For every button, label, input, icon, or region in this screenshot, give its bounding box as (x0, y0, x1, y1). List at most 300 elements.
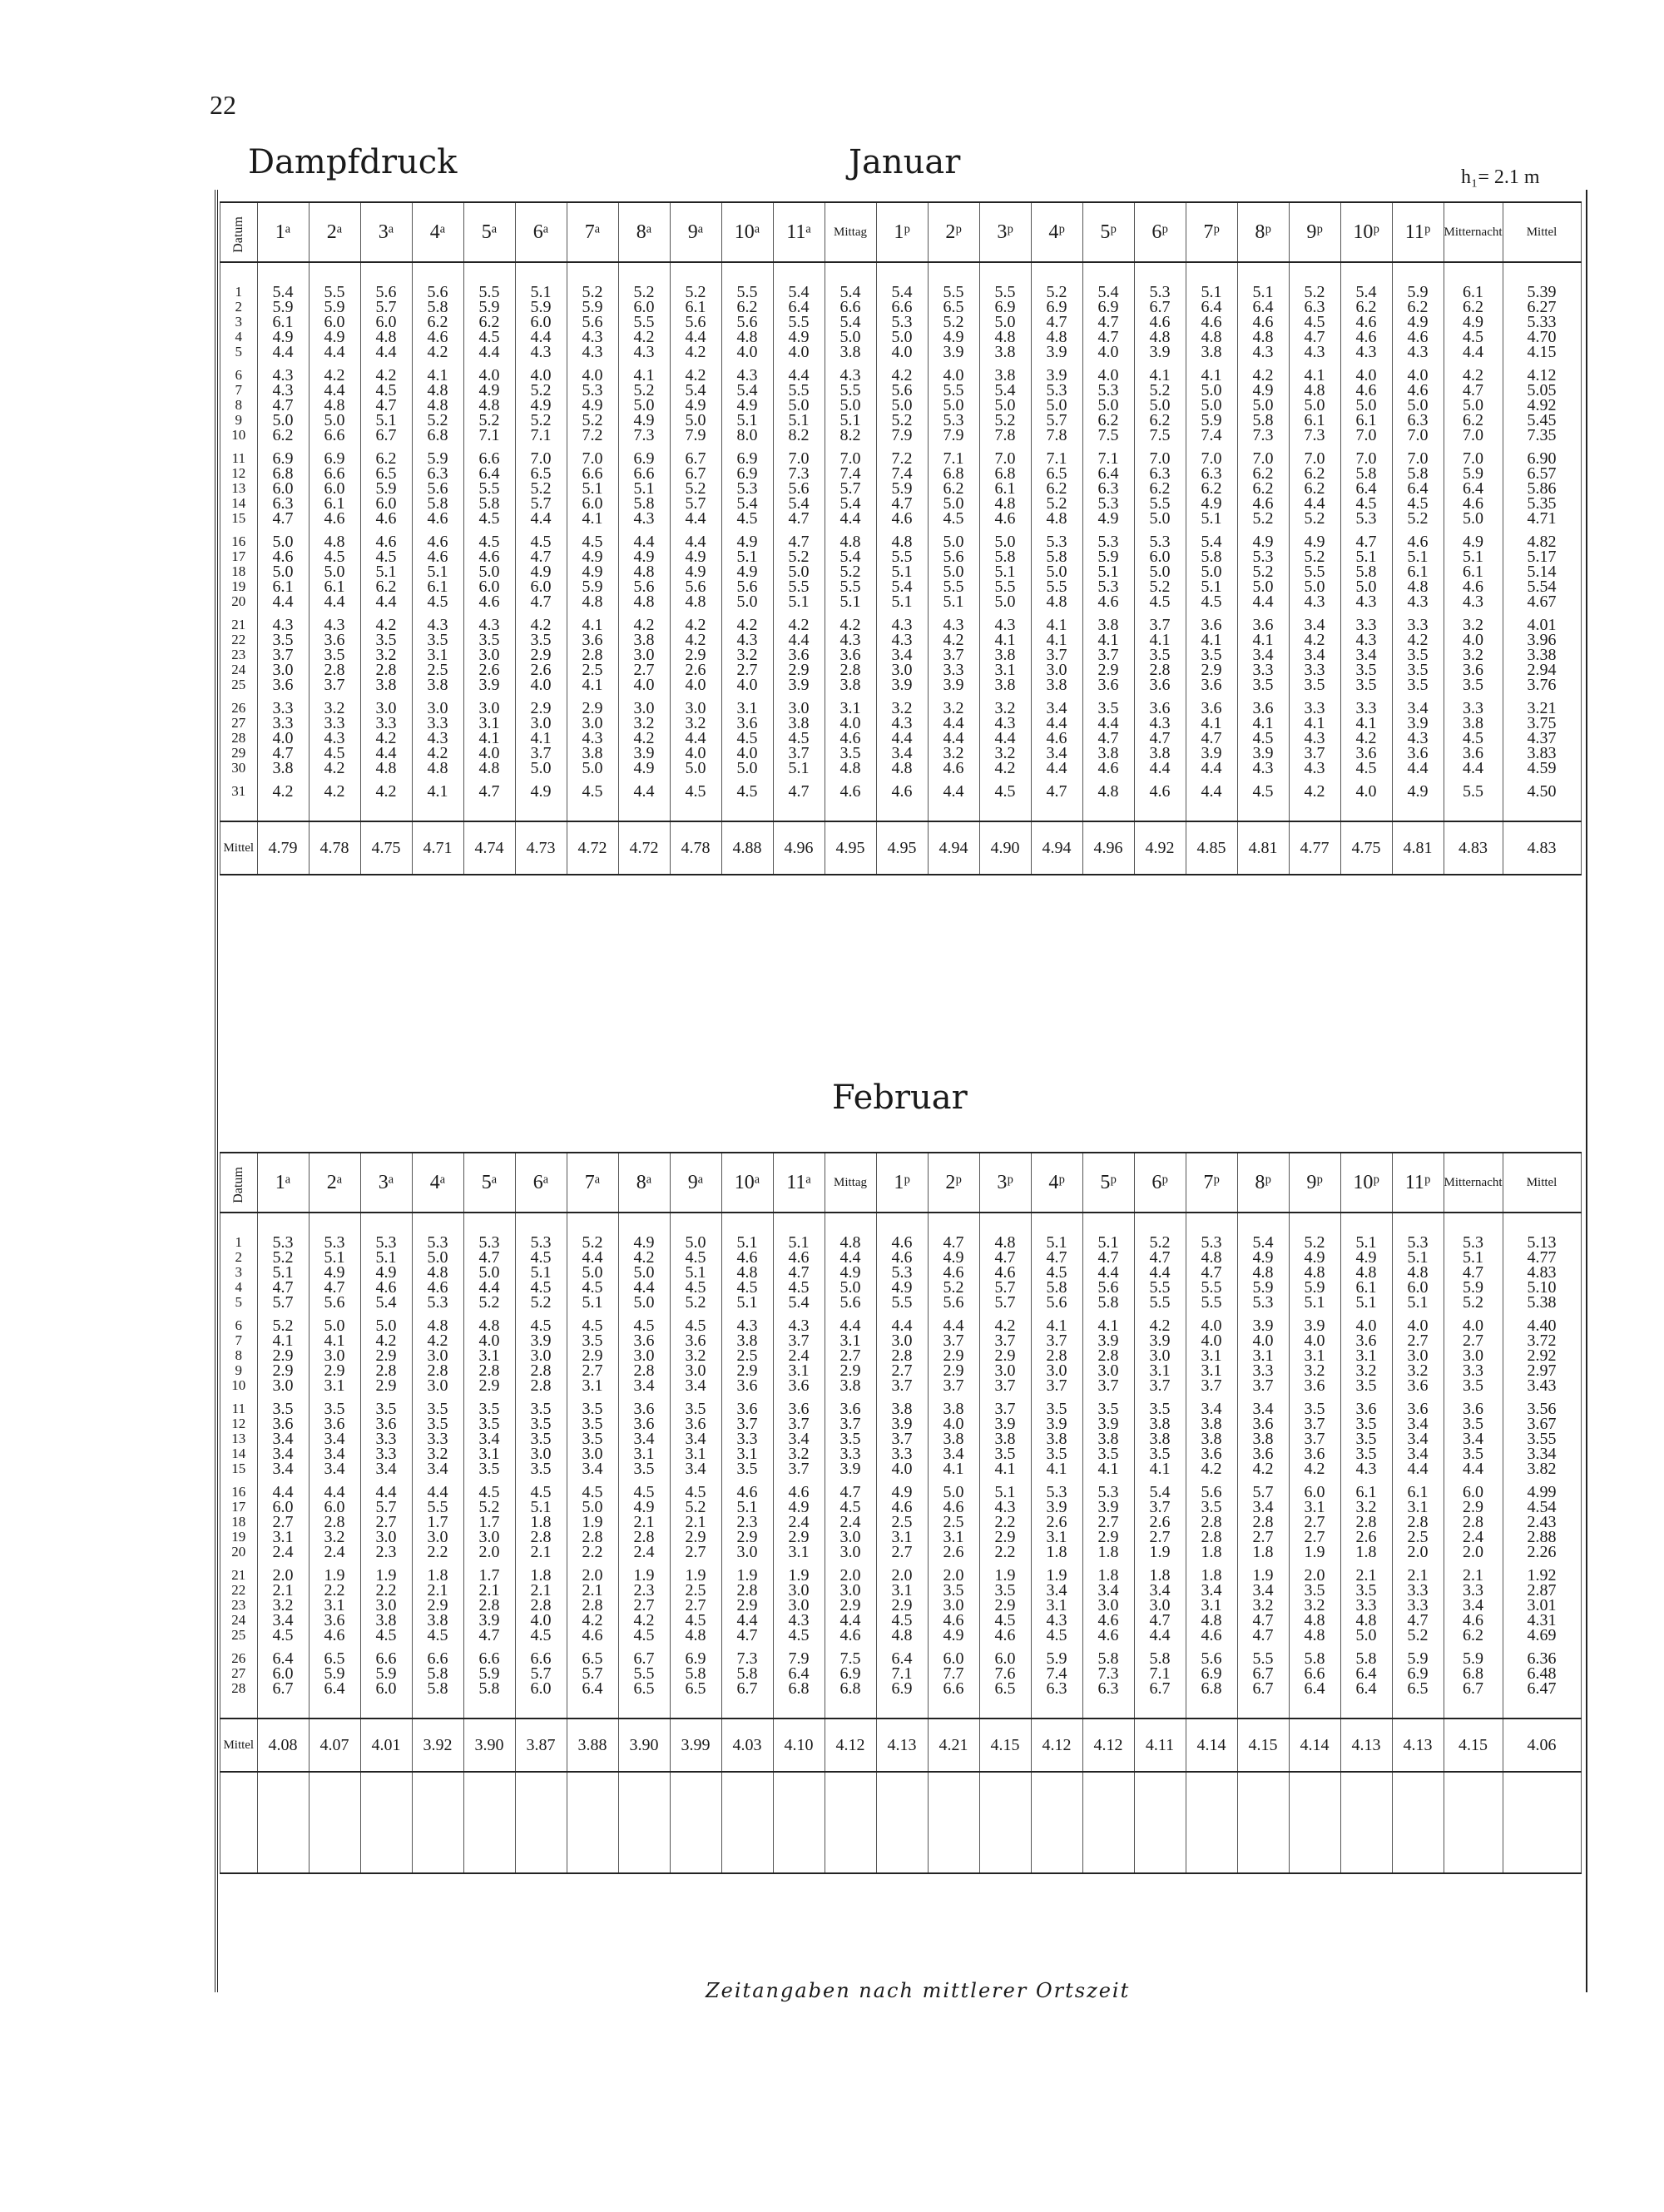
value-cell: 4.2 (670, 632, 721, 647)
value-cell: 6.1 (670, 300, 721, 315)
value-cell: 6.7 (360, 428, 412, 443)
value-cell: 4.5 (309, 549, 360, 564)
value-cell: 3.0 (257, 1378, 309, 1393)
day-cell: 26 (220, 1643, 258, 1666)
day-cell: 16 (220, 1476, 258, 1500)
value-cell: 4.8 (1031, 511, 1082, 526)
value-cell: 3.5 (1340, 1378, 1392, 1393)
value-cell: 2.6 (1134, 1515, 1186, 1530)
value-cell: 4.5 (515, 526, 567, 549)
value-cell: 1.8 (1186, 1545, 1237, 1560)
value-cell: 3.8 (773, 716, 825, 731)
value-cell: 4.4 (360, 746, 412, 761)
mean-cell: 4.96 (1082, 821, 1134, 875)
value-cell: 3.5 (360, 632, 412, 647)
daily-mean-cell: 3.34 (1503, 1446, 1581, 1461)
hour-header-7: 7ᵃ (567, 1153, 618, 1213)
value-cell: 5.2 (928, 1280, 979, 1295)
value-cell: 5.3 (1031, 526, 1082, 549)
value-cell: 3.7 (928, 1333, 979, 1348)
value-cell: 2.9 (979, 1598, 1031, 1613)
value-cell: 5.5 (463, 481, 515, 496)
value-cell: 3.5 (1444, 677, 1503, 692)
value-cell: 4.7 (1444, 383, 1503, 398)
value-cell: 5.6 (412, 481, 463, 496)
value-cell: 5.3 (1082, 1476, 1134, 1500)
day-cell: 8 (220, 398, 258, 413)
value-cell: 6.3 (257, 496, 309, 511)
value-cell: 3.2 (412, 1446, 463, 1461)
value-cell: 4.4 (1444, 761, 1503, 776)
value-cell: 3.5 (1237, 677, 1289, 692)
value-cell: 4.8 (979, 496, 1031, 511)
value-cell: 1.7 (412, 1515, 463, 1530)
value-cell: 4.6 (928, 1500, 979, 1515)
value-cell: 5.9 (360, 481, 412, 496)
value-cell: 4.5 (1340, 496, 1392, 511)
value-cell: 4.7 (1186, 731, 1237, 746)
daily-mean-cell: 5.39 (1503, 285, 1581, 300)
value-cell: 6.0 (928, 1643, 979, 1666)
value-cell: 5.0 (825, 1280, 876, 1295)
value-cell: 3.1 (1031, 1598, 1082, 1613)
value-cell: 5.3 (463, 1235, 515, 1250)
value-cell: 3.9 (876, 1416, 928, 1431)
value-cell: 4.8 (670, 1628, 721, 1643)
value-cell: 4.4 (1392, 761, 1444, 776)
value-cell: 3.4 (1031, 1583, 1082, 1598)
value-cell: 6.0 (979, 1643, 1031, 1666)
value-cell: 5.0 (567, 761, 618, 776)
value-cell: 7.0 (515, 443, 567, 466)
value-cell: 2.4 (1444, 1530, 1503, 1545)
value-cell: 3.0 (1392, 1348, 1444, 1363)
value-cell: 3.9 (463, 1613, 515, 1628)
value-cell: 5.3 (309, 1235, 360, 1250)
daily-mean-cell: 3.75 (1503, 716, 1581, 731)
value-cell: 4.7 (773, 511, 825, 526)
value-cell: 2.6 (670, 662, 721, 677)
value-cell: 3.7 (928, 647, 979, 662)
daily-mean-cell: 4.01 (1503, 609, 1581, 632)
value-cell: 4.0 (515, 677, 567, 692)
mean-cell: 4.74 (463, 821, 515, 875)
value-cell: 4.6 (412, 549, 463, 564)
value-cell: 5.0 (257, 564, 309, 579)
value-cell: 4.6 (979, 1628, 1031, 1643)
value-cell: 4.4 (463, 345, 515, 360)
mean-cell: 4.11 (1134, 1719, 1186, 1772)
value-cell: 4.6 (1134, 776, 1186, 799)
value-cell: 4.8 (1340, 1265, 1392, 1280)
value-cell: 6.0 (257, 1666, 309, 1681)
value-cell: 4.6 (412, 511, 463, 526)
table-row (220, 1560, 1582, 1583)
value-cell: 5.2 (1289, 285, 1340, 300)
mean-cell: 3.92 (412, 1719, 463, 1772)
value-cell: 3.0 (928, 1598, 979, 1613)
value-cell: 7.7 (928, 1666, 979, 1681)
value-cell: 2.9 (412, 1598, 463, 1613)
value-cell: 3.5 (1289, 677, 1340, 692)
mean-cell: 4.12 (1031, 1719, 1082, 1772)
value-cell: 5.5 (876, 1295, 928, 1310)
table-row (220, 662, 1582, 677)
value-cell: 5.0 (773, 398, 825, 413)
value-cell: 2.7 (1289, 1530, 1340, 1545)
value-cell: 5.2 (257, 1250, 309, 1265)
value-cell: 6.2 (721, 300, 773, 315)
value-cell: 2.2 (979, 1515, 1031, 1530)
table-row (220, 1643, 1582, 1666)
value-cell: 3.0 (309, 1348, 360, 1363)
value-cell: 3.3 (1392, 1583, 1444, 1598)
value-cell: 5.4 (1340, 285, 1392, 300)
value-cell: 3.8 (928, 1431, 979, 1446)
value-cell: 3.5 (309, 1393, 360, 1416)
table-row (220, 647, 1582, 662)
table-row (220, 564, 1582, 579)
value-cell: 7.0 (825, 443, 876, 466)
value-cell: 3.0 (515, 716, 567, 731)
mean-cell: 4.81 (1237, 821, 1289, 875)
value-cell: 2.1 (463, 1583, 515, 1598)
day-cell: 20 (220, 1545, 258, 1560)
value-cell: 3.4 (1237, 647, 1289, 662)
value-cell: 4.6 (1444, 1613, 1503, 1628)
value-cell: 4.5 (567, 1476, 618, 1500)
value-cell: 5.6 (1031, 1295, 1082, 1310)
value-cell: 6.2 (412, 315, 463, 330)
value-cell: 4.3 (979, 716, 1031, 731)
value-cell: 4.3 (876, 609, 928, 632)
value-cell: 3.1 (309, 1378, 360, 1393)
table-row (220, 1545, 1582, 1560)
value-cell: 3.4 (618, 1431, 670, 1446)
value-cell: 3.0 (1031, 662, 1082, 677)
value-cell: 2.7 (825, 1348, 876, 1363)
value-cell: 4.9 (876, 1476, 928, 1500)
value-cell: 3.5 (1444, 1446, 1503, 1461)
value-cell: 1.8 (515, 1515, 567, 1530)
value-cell: 6.5 (928, 300, 979, 315)
value-cell: 4.4 (309, 594, 360, 609)
value-cell: 4.2 (1237, 1461, 1289, 1476)
value-cell: 4.3 (1289, 594, 1340, 609)
value-cell: 4.4 (360, 345, 412, 360)
value-cell: 4.7 (515, 594, 567, 609)
day-cell: 9 (220, 413, 258, 428)
value-cell: 4.2 (618, 1613, 670, 1628)
value-cell: 3.9 (618, 746, 670, 761)
value-cell: 5.2 (670, 481, 721, 496)
table-row (220, 1295, 1582, 1310)
mean-cell: 4.92 (1134, 821, 1186, 875)
value-cell: 4.4 (257, 594, 309, 609)
value-cell: 3.5 (1031, 1393, 1082, 1416)
value-cell: 3.6 (1444, 1393, 1503, 1416)
value-cell: 5.5 (1134, 1280, 1186, 1295)
value-cell: 4.5 (515, 1280, 567, 1295)
value-cell: 5.2 (515, 383, 567, 398)
value-cell: 6.9 (1392, 1666, 1444, 1681)
value-cell: 4.1 (1031, 609, 1082, 632)
value-cell: 2.9 (721, 1598, 773, 1613)
value-cell: 7.4 (1186, 428, 1237, 443)
value-cell: 6.6 (463, 443, 515, 466)
value-cell: 2.8 (567, 1598, 618, 1613)
value-cell: 4.1 (567, 609, 618, 632)
mean-cell: 4.07 (309, 1719, 360, 1772)
value-cell: 3.0 (618, 647, 670, 662)
value-cell: 4.9 (567, 564, 618, 579)
mean-cell: 4.72 (618, 821, 670, 875)
value-cell: 2.0 (257, 1560, 309, 1583)
value-cell: 4.8 (463, 1310, 515, 1333)
value-cell: 4.5 (721, 731, 773, 746)
value-cell: 2.9 (1444, 1500, 1503, 1515)
value-cell: 4.9 (721, 526, 773, 549)
value-cell: 7.0 (567, 443, 618, 466)
value-cell: 4.8 (979, 1235, 1031, 1250)
value-cell: 4.9 (1340, 1250, 1392, 1265)
day-cell: 25 (220, 677, 258, 692)
value-cell: 4.5 (773, 1280, 825, 1295)
value-cell: 3.7 (773, 1461, 825, 1476)
value-cell: 5.0 (1444, 511, 1503, 526)
daily-mean-cell: 5.17 (1503, 549, 1581, 564)
table-row (220, 511, 1582, 526)
value-cell: 6.9 (876, 1681, 928, 1696)
day-cell: 13 (220, 1431, 258, 1446)
value-cell: 5.5 (773, 383, 825, 398)
value-cell: 3.0 (1444, 1348, 1503, 1363)
value-cell: 4.7 (257, 398, 309, 413)
value-cell: 4.3 (257, 383, 309, 398)
value-cell: 3.3 (412, 1431, 463, 1446)
daily-mean-cell: 5.10 (1503, 1280, 1581, 1295)
value-cell: 5.0 (979, 315, 1031, 330)
value-cell: 6.3 (1082, 1681, 1134, 1696)
daily-mean-cell: 5.86 (1503, 481, 1581, 496)
daily-mean-cell: 3.21 (1503, 692, 1581, 716)
value-cell: 4.8 (979, 330, 1031, 345)
value-cell: 2.5 (1392, 1530, 1444, 1545)
value-cell: 3.6 (618, 1393, 670, 1416)
value-cell: 8.2 (773, 428, 825, 443)
table-row (220, 466, 1582, 481)
value-cell: 2.7 (670, 1598, 721, 1613)
value-cell: 5.2 (257, 1310, 309, 1333)
value-cell: 5.3 (1082, 496, 1134, 511)
day-cell: 5 (220, 1295, 258, 1310)
table-row (220, 1310, 1582, 1333)
value-cell: 4.2 (670, 360, 721, 383)
value-cell: 3.7 (1237, 1378, 1289, 1393)
value-cell: 5.5 (1134, 1295, 1186, 1310)
value-cell: 4.1 (515, 731, 567, 746)
value-cell: 4.2 (1444, 360, 1503, 383)
value-cell: 5.8 (1289, 1643, 1340, 1666)
value-cell: 5.2 (618, 383, 670, 398)
table-row (220, 1598, 1582, 1613)
value-cell: 5.8 (670, 1666, 721, 1681)
value-cell: 4.4 (257, 1476, 309, 1500)
value-cell: 6.1 (1392, 564, 1444, 579)
value-cell: 3.5 (567, 1393, 618, 1416)
value-cell: 4.4 (825, 1613, 876, 1628)
value-cell: 6.4 (1186, 300, 1237, 315)
value-cell: 2.1 (1340, 1560, 1392, 1583)
hour-header-14: 2ᵖ (928, 202, 979, 262)
value-cell: 6.2 (463, 315, 515, 330)
value-cell: 3.0 (773, 692, 825, 716)
value-cell: 4.6 (309, 511, 360, 526)
table-row (220, 1393, 1582, 1416)
value-cell: 3.1 (618, 1446, 670, 1461)
value-cell: 5.2 (1392, 511, 1444, 526)
mean-cell: 4.13 (1392, 1719, 1444, 1772)
value-cell: 4.3 (825, 632, 876, 647)
value-cell: 7.9 (773, 1643, 825, 1666)
value-cell: 3.4 (1289, 609, 1340, 632)
value-cell: 2.9 (463, 1378, 515, 1393)
value-cell: 4.6 (928, 761, 979, 776)
value-cell: 3.6 (670, 1333, 721, 1348)
value-cell: 5.2 (670, 1500, 721, 1515)
value-cell: 6.4 (1444, 481, 1503, 496)
hour-header-12: Mittag (825, 202, 876, 262)
value-cell: 4.2 (979, 1310, 1031, 1333)
value-cell: 4.7 (257, 511, 309, 526)
value-cell: 3.3 (1289, 662, 1340, 677)
value-cell: 2.8 (1186, 1515, 1237, 1530)
value-cell: 3.6 (1237, 692, 1289, 716)
value-cell: 2.7 (1134, 1530, 1186, 1545)
value-cell: 4.1 (309, 1333, 360, 1348)
value-cell: 4.1 (928, 1461, 979, 1476)
value-cell: 6.5 (567, 1643, 618, 1666)
value-cell: 3.5 (567, 1431, 618, 1446)
value-cell: 6.4 (1340, 1681, 1392, 1696)
value-cell: 3.1 (979, 662, 1031, 677)
value-cell: 6.0 (1289, 1476, 1340, 1500)
value-cell: 3.3 (1340, 692, 1392, 716)
value-cell: 3.7 (1134, 1378, 1186, 1393)
mean-cell: 4.85 (1186, 821, 1237, 875)
value-cell: 4.5 (463, 511, 515, 526)
table-row (220, 716, 1582, 731)
value-cell: 4.9 (1186, 496, 1237, 511)
value-cell: 5.4 (825, 315, 876, 330)
mean-cell: 4.73 (515, 821, 567, 875)
value-cell: 3.2 (979, 746, 1031, 761)
value-cell: 4.9 (928, 1250, 979, 1265)
day-cell: 16 (220, 526, 258, 549)
value-cell: 3.6 (1237, 1416, 1289, 1431)
value-cell: 2.8 (876, 1348, 928, 1363)
value-cell: 4.4 (1082, 1265, 1134, 1280)
value-cell: 2.8 (1186, 1530, 1237, 1545)
value-cell: 4.6 (412, 526, 463, 549)
value-cell: 3.7 (1289, 746, 1340, 761)
value-cell: 2.7 (876, 1363, 928, 1378)
value-cell: 5.0 (670, 1235, 721, 1250)
value-cell: 5.1 (825, 594, 876, 609)
value-cell: 3.6 (1340, 1393, 1392, 1416)
mean-cell: 4.71 (412, 821, 463, 875)
value-cell: 5.3 (412, 1295, 463, 1310)
daily-mean-cell: 4.15 (1503, 345, 1581, 360)
daily-mean-cell: 3.67 (1503, 1416, 1581, 1431)
value-cell: 5.2 (670, 1295, 721, 1310)
value-cell: 5.6 (876, 383, 928, 398)
value-cell: 3.6 (360, 1416, 412, 1431)
hour-header-11: 11ᵃ (773, 202, 825, 262)
hour-header-15: 3ᵖ (979, 1153, 1031, 1213)
value-cell: 7.0 (1392, 443, 1444, 466)
value-cell: 6.2 (1444, 413, 1503, 428)
value-cell: 4.8 (1186, 330, 1237, 345)
value-cell: 3.4 (1237, 1393, 1289, 1416)
mean-row (220, 821, 1582, 875)
day-cell: 12 (220, 466, 258, 481)
value-cell: 3.6 (567, 632, 618, 647)
value-cell: 6.2 (1237, 466, 1289, 481)
value-cell: 4.3 (1444, 594, 1503, 609)
value-cell: 3.1 (1392, 1500, 1444, 1515)
value-cell: 4.7 (360, 398, 412, 413)
value-cell: 6.8 (928, 466, 979, 481)
value-cell: 5.1 (1340, 1295, 1392, 1310)
value-cell: 4.4 (1444, 345, 1503, 360)
value-cell: 3.7 (1289, 1416, 1340, 1431)
value-cell: 5.0 (876, 398, 928, 413)
value-cell: 5.0 (618, 1265, 670, 1280)
value-cell: 5.3 (515, 1235, 567, 1250)
value-cell: 2.1 (1444, 1560, 1503, 1583)
value-cell: 4.0 (515, 1613, 567, 1628)
value-cell: 3.4 (1392, 1431, 1444, 1446)
value-cell: 3.5 (1392, 677, 1444, 692)
value-cell: 3.7 (309, 677, 360, 692)
day-cell: 14 (220, 496, 258, 511)
value-cell: 4.1 (1289, 360, 1340, 383)
value-cell: 4.9 (463, 383, 515, 398)
value-cell: 6.1 (1444, 285, 1503, 300)
mean-cell: 4.01 (360, 1719, 412, 1772)
value-cell: 4.4 (1444, 1461, 1503, 1476)
value-cell: 3.5 (515, 632, 567, 647)
daily-mean-cell: 4.37 (1503, 731, 1581, 746)
value-cell: 5.4 (721, 496, 773, 511)
value-cell: 3.5 (1082, 1446, 1134, 1461)
value-cell: 3.9 (1031, 1500, 1082, 1515)
value-cell: 4.0 (928, 360, 979, 383)
value-cell: 5.2 (567, 285, 618, 300)
value-cell: 5.4 (1082, 285, 1134, 300)
value-cell: 4.1 (1237, 632, 1289, 647)
hour-header-1: 1ᵃ (257, 202, 309, 262)
value-cell: 3.5 (1289, 1393, 1340, 1416)
daily-mean-cell: 3.82 (1503, 1461, 1581, 1476)
value-cell: 3.6 (1237, 609, 1289, 632)
value-cell: 3.8 (1186, 1416, 1237, 1431)
table-row (220, 1666, 1582, 1681)
value-cell: 1.7 (463, 1515, 515, 1530)
value-cell: 5.3 (876, 1265, 928, 1280)
day-cell: 24 (220, 662, 258, 677)
